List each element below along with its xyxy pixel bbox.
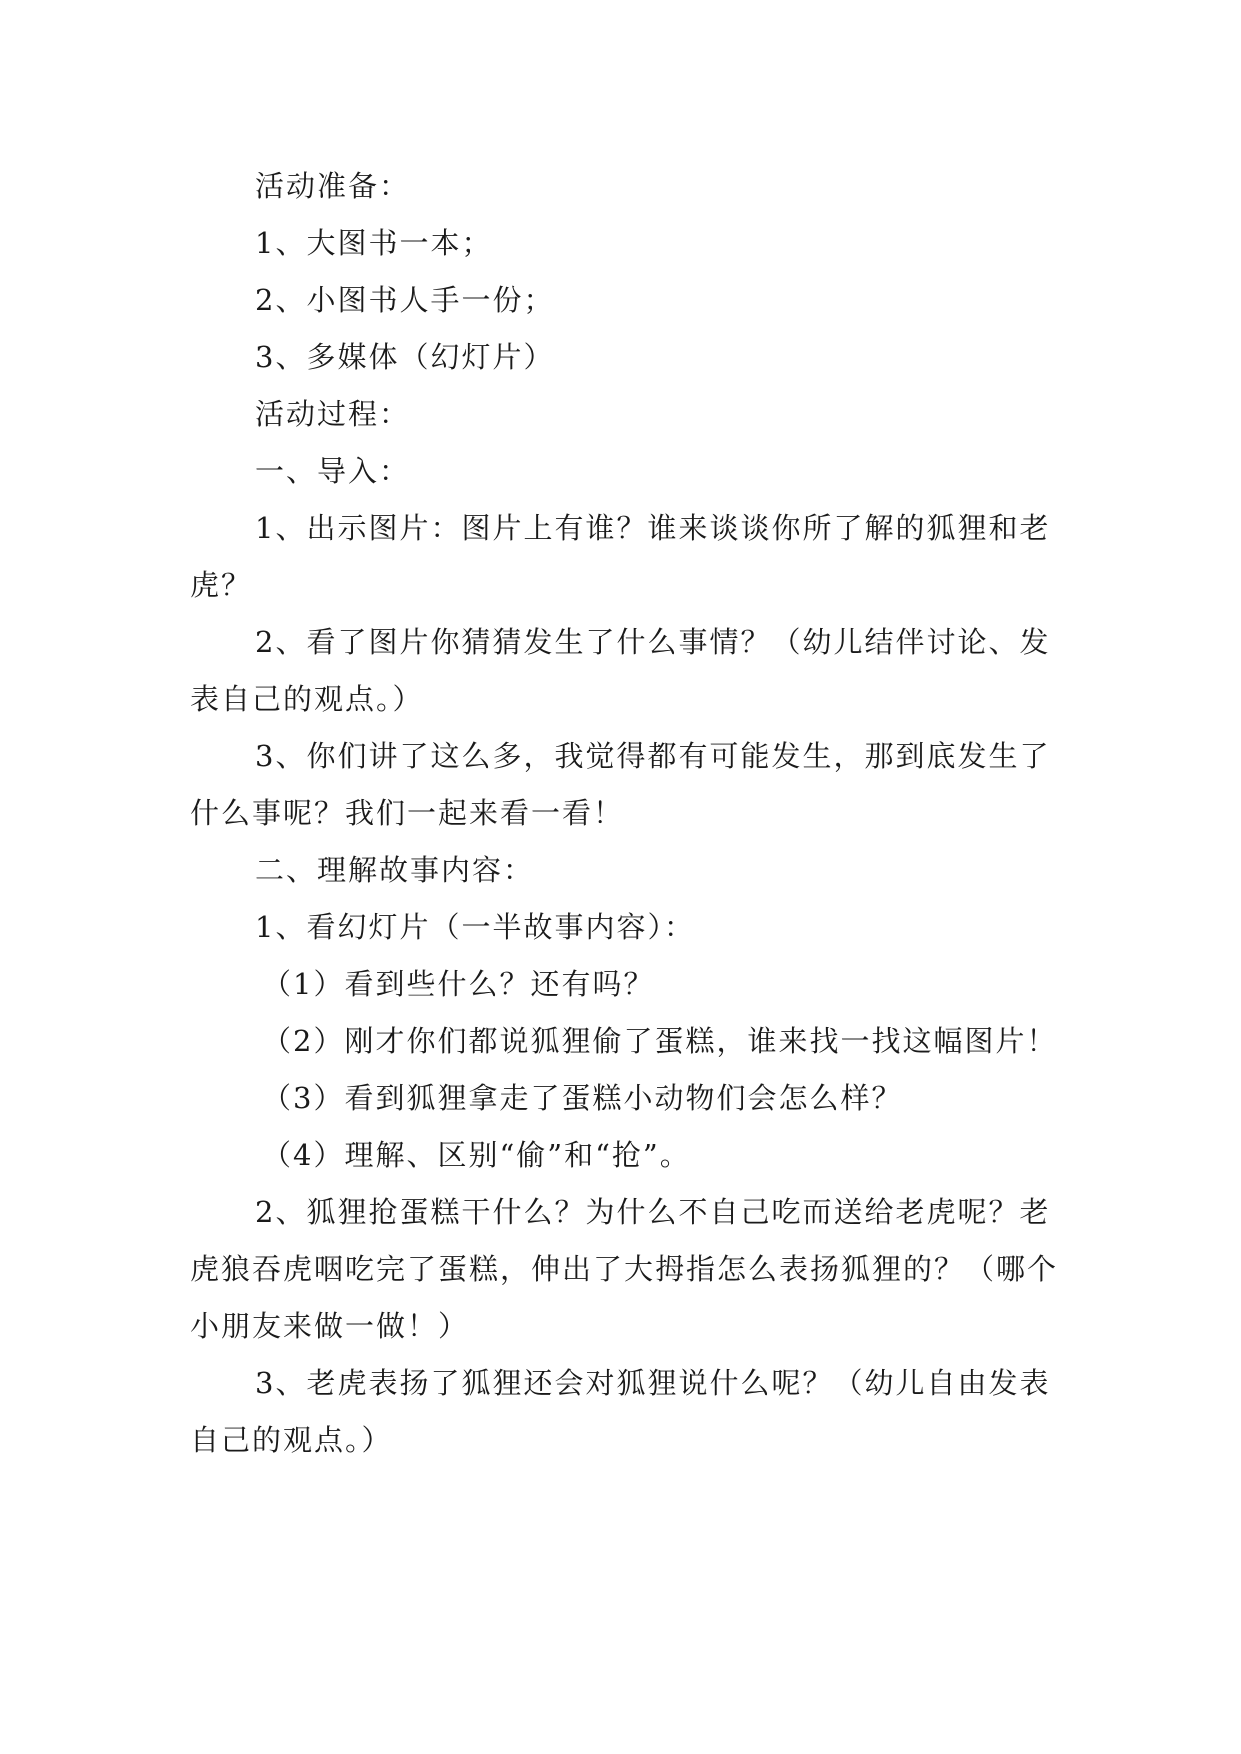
document-body (190, 158, 1060, 1469)
paragraph-subitem-1: （1）看到些什么？还有吗？ (262, 967, 655, 1001)
paragraph-intro-item-1: 1、出示图片：图片上有谁？谁来谈谈你所了解的狐狸和老虎？ (190, 511, 1051, 602)
paragraph-understanding-item-2: 2、狐狸抢蛋糕干什么？为什么不自己吃而送给老虎呢？老虎狼吞虎咽吃完了蛋糕，伸出了大拇指怎么表扬狐狸的？（哪个小朋友来做一做！） (190, 1195, 1059, 1343)
paragraph-subitem-3: （3）看到狐狸拿走了蛋糕小动物们会怎么样？ (262, 1081, 903, 1115)
paragraph-intro-item-2: 2、看了图片你猜猜发生了什么事情？（幼儿结伴讨论、发表自己的观点。） (190, 625, 1051, 716)
paragraph-understanding-item-3: 3、老虎表扬了狐狸还会对狐狸说什么呢？（幼儿自由发表自己的观点。） (190, 1366, 1051, 1457)
paragraph-prep-item-2: 2、小图书人手一份； (255, 283, 555, 317)
paragraph-section-understanding: 二、理解故事内容： (255, 853, 535, 887)
paragraph-prep-item-1: 1、大图书一本； (255, 226, 493, 260)
paragraph-subitem-2: （2）刚才你们都说狐狸偷了蛋糕，谁来找一找这幅图片！ (262, 1024, 1058, 1058)
paragraph-prep-item-3: 3、多媒体（幻灯片） (255, 340, 555, 374)
paragraph-understanding-item-1: 1、看幻灯片（一半故事内容）： (255, 910, 695, 944)
paragraph-section-intro: 一、导入： (255, 454, 411, 488)
paragraph-process-heading: 活动过程： (255, 397, 411, 431)
paragraph-preparation-heading: 活动准备： (255, 169, 411, 203)
paragraph-intro-item-3: 3、你们讲了这么多，我觉得都有可能发生，那到底发生了什么事呢？我们一起来看一看！ (190, 739, 1051, 830)
paragraph-subitem-4: （4）理解、区别“偷”和“抢”。 (262, 1138, 691, 1172)
